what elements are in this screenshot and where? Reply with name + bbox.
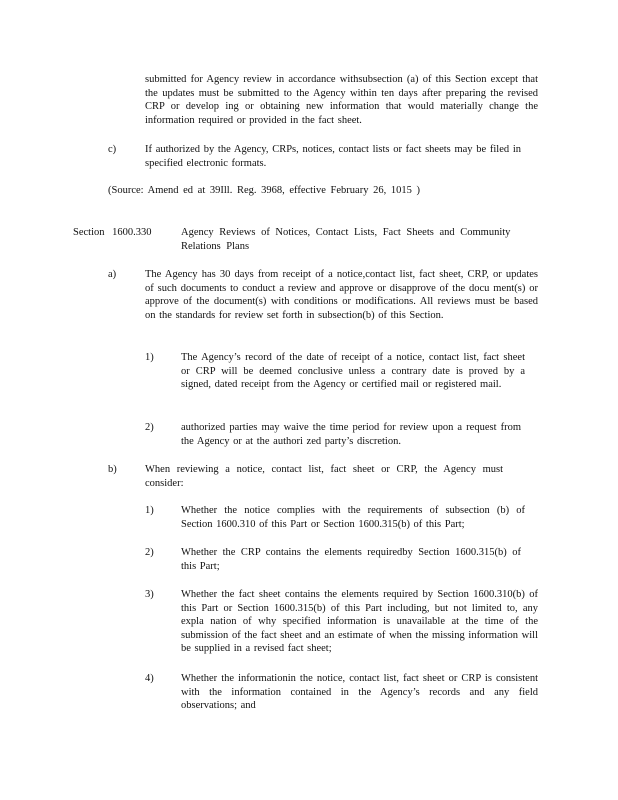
subsection-a-item-label: 1) <box>145 352 154 363</box>
subsection-a-item-text: The Agency’s record of the date of receipt of a notice, contact list, fact sheet or CRP will be deemed conclusive unless a contrary date is proved by a signed, dated receipt from the Agency or certified mail or registered mail. <box>181 352 525 391</box>
subsection-b-item-text: Whether the informationin the notice, contact list, fact sheet or CRP is consistent with the information contained in the Agency’s records and any field observations; and <box>181 673 538 712</box>
subsection-b-text: When reviewing a notice, contact list, fact sheet or CRP, the Agency must consider: <box>145 464 503 489</box>
subsection-b-item-text: Whether the CRP contains the elements requiredby Section 1600.315(b) of this Part; <box>181 547 521 572</box>
subsection-b-item-label: 4) <box>145 673 154 684</box>
subsection-b-item-label: 1) <box>145 505 154 516</box>
subsection-a-item-label: 2) <box>145 422 154 433</box>
subsection-b-item-text: Whether the fact sheet contains the elements required by Section 1600.310(b) of this Part or Section 1600.315(b) of this Part including, but not limited to, any expla nation of why specified information is unavailable at the time of the submission of the fact sheet and an estimate of when the missing information will be supplied in a revised fact sheet; <box>181 589 538 655</box>
item-c-label: c) <box>108 144 117 155</box>
section-number: Section 1600.330 <box>73 227 152 238</box>
subsection-b-item-text: Whether the notice complies with the requirements of subsection (b) of Section 1600.310 of this Part or Section 1600.315(b) of this Part; <box>181 505 525 530</box>
subsection-a-item-text: authorized parties may waive the time period for review upon a request from the Agency or at the authori zed party’s discretion. <box>181 422 521 447</box>
subsection-a-label: a) <box>108 269 117 280</box>
source-note: (Source: Amend ed at 39Ill. Reg. 3968, effective February 26, 1015 ) <box>108 185 420 196</box>
subsection-b-label: b) <box>108 464 117 475</box>
section-title: Agency Reviews of Notices, Contact Lists, Fact Sheets and Community Relations Plans <box>181 227 511 252</box>
subsection-b-item-label: 3) <box>145 589 154 600</box>
subsection-a-text: The Agency has 30 days from receipt of a notice,contact list, fact sheet, CRP, or updates of such documents to conduct a review and approve or disapprove of the docu ment(s) or approve of the document(s) with conditions or modifications. All reviews must be based on the standards for review set forth in subsection(b) of this Section. <box>145 269 538 321</box>
continuation-paragraph: submitted for Agency review in accordance withsubsection (a) of this Section except that the updates must be submitted to the Agency within ten days after preparing the revised CRP or develop ing or obtaining new information that would materially change the information required or provided in the fact sheet. <box>145 74 538 126</box>
subsection-b-item-label: 2) <box>145 547 154 558</box>
item-c-text: If authorized by the Agency, CRPs, notices, contact lists or fact sheets may be filed in specified electronic formats. <box>145 144 521 169</box>
